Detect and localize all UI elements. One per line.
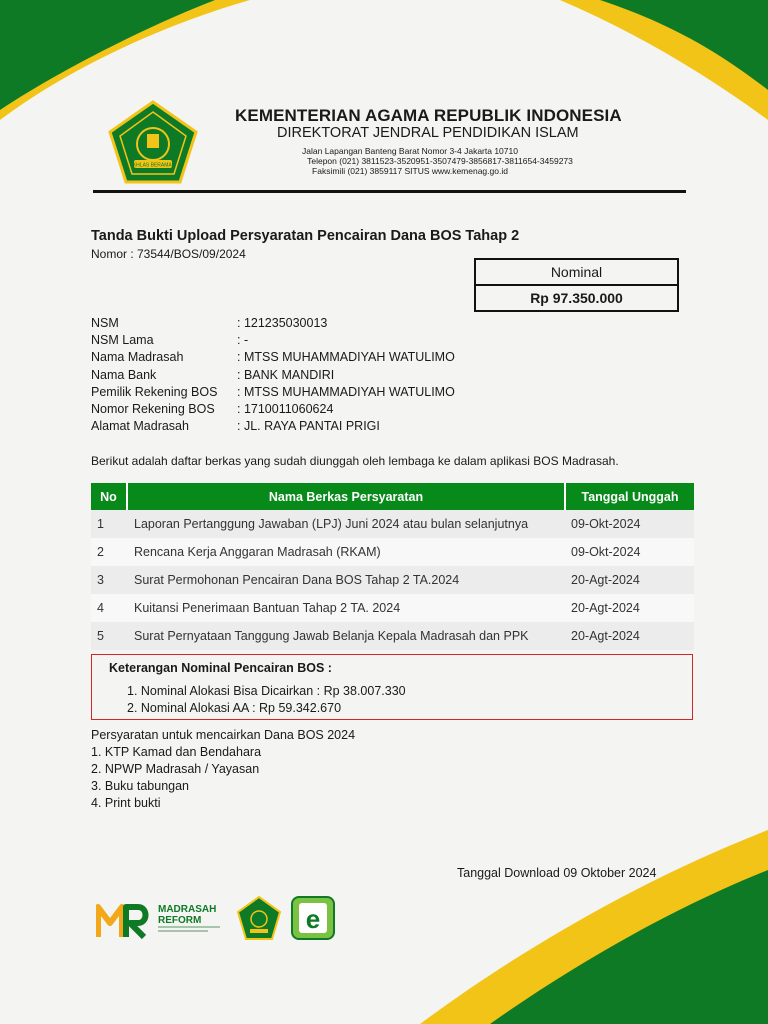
table-row <box>91 594 694 622</box>
svg-text:e: e <box>305 904 321 934</box>
madrasah-reform-logo <box>98 904 220 937</box>
row-date: 20-Agt-2024 <box>565 594 694 622</box>
row-date: 09-Okt-2024 <box>565 538 694 566</box>
requirements-title: Persyaratan untuk mencairkan Dana BOS 2024 <box>91 728 356 742</box>
e-app-logo <box>292 897 334 939</box>
requirement-item: 3. Buku tabungan <box>91 779 189 793</box>
row-file-name: Kuitansi Penerimaan Bantuan Tahap 2 TA. 2024 <box>127 594 565 622</box>
row-no: 5 <box>91 622 127 650</box>
info-label: NSM Lama <box>91 333 154 348</box>
row-date: 20-Agt-2024 <box>565 622 694 650</box>
info-label: Nomor Rekening BOS <box>91 401 215 416</box>
info-row <box>91 350 455 367</box>
info-label: NSM <box>91 316 119 330</box>
svg-text:IKHLAS BERAMAL: IKHLAS BERAMAL <box>131 162 175 169</box>
svg-text:MADRASAH: MADRASAH <box>158 904 217 915</box>
row-no: 2 <box>91 538 127 566</box>
fax-line: Faksimili (021) 3859117 SITUS www.kemenag.go.id <box>312 166 508 176</box>
row-file-name: Surat Permohonan Pencairan Dana BOS Tahap 2 TA.2024 <box>127 566 565 594</box>
row-file-name: Laporan Pertanggung Jawaban (LPJ) Juni 2024 atau bulan selanjutnya <box>127 510 565 538</box>
directorate-name: DIREKTORAT JENDRAL PENDIDIKAN ISLAM <box>277 125 579 141</box>
requirement-item: 1. KTP Kamad dan Bendahara <box>91 745 262 759</box>
ministry-name: KEMENTERIAN AGAMA REPUBLIK INDONESIA <box>235 106 622 125</box>
table-row <box>91 622 694 650</box>
files-table <box>91 483 694 650</box>
table-row <box>91 510 694 538</box>
info-value: : MTSS MUHAMMADIYAH WATULIMO <box>237 384 455 399</box>
info-value: : BANK MANDIRI <box>237 367 335 382</box>
madrasah-info <box>91 316 455 436</box>
table-row <box>91 538 694 566</box>
upload-note: Berikut adalah daftar berkas yang sudah diunggah oleh lembaga ke dalam aplikasi BOS Madrasah. <box>91 454 619 468</box>
document-number: Nomor : 73544/BOS/09/2024 <box>91 247 246 261</box>
table-header-row <box>91 483 694 510</box>
footer-logos <box>96 895 341 943</box>
info-value: : JL. RAYA PANTAI PRIGI <box>237 419 380 434</box>
col-name: Nama Berkas Persyaratan <box>127 483 565 510</box>
info-row <box>91 316 455 333</box>
row-no: 3 <box>91 566 127 594</box>
info-row <box>91 402 455 419</box>
col-date: Tanggal Unggah <box>565 483 694 510</box>
header-divider <box>93 190 686 193</box>
row-file-name: Rencana Kerja Anggaran Madrasah (RKAM) <box>127 538 565 566</box>
col-no: No <box>91 483 127 510</box>
info-label: Nama Madrasah <box>91 350 184 365</box>
info-row <box>91 333 455 350</box>
keterangan-list <box>127 683 406 717</box>
info-label: Alamat Madrasah <box>91 419 189 434</box>
nominal-value: Rp 97.350.000 <box>530 290 623 306</box>
requirement-item: 2. NPWP Madrasah / Yayasan <box>91 762 260 776</box>
info-row <box>91 385 455 402</box>
info-row <box>91 368 455 385</box>
keterangan-item: 2. Nominal Alokasi AA : Rp 59.342.670 <box>127 701 342 715</box>
info-value: : - <box>237 333 249 348</box>
info-value: : MTSS MUHAMMADIYAH WATULIMO <box>237 350 455 365</box>
requirements <box>91 727 355 812</box>
row-file-name: Surat Pernyataan Tanggung Jawab Belanja Kepala Madrasah dan PPK <box>127 622 565 650</box>
keterangan-title: Keterangan Nominal Pencairan BOS : <box>109 661 332 675</box>
row-date: 20-Agt-2024 <box>565 566 694 594</box>
document-title: Tanda Bukti Upload Persyaratan Pencairan Dana BOS Tahap 2 <box>91 228 520 244</box>
kemenag-small-logo <box>238 897 280 939</box>
info-label: Nama Bank <box>91 367 157 382</box>
row-no: 4 <box>91 594 127 622</box>
info-label: Pemilik Rekening BOS <box>91 384 218 399</box>
info-row <box>91 419 455 436</box>
table-row <box>91 566 694 594</box>
row-date: 09-Okt-2024 <box>565 510 694 538</box>
info-value: : 121235030013 <box>237 316 328 330</box>
download-date: Tanggal Download 09 Oktober 2024 <box>457 866 657 880</box>
phone-line: Telepon (021) 3811523-3520951-3507479-3856817-3811654-3459273 <box>307 156 573 166</box>
requirement-item: 4. Print bukti <box>91 796 161 810</box>
nominal-box <box>474 258 679 312</box>
row-no: 1 <box>91 510 127 538</box>
keterangan-item: 1. Nominal Alokasi Bisa Dicairkan : Rp 38.007.330 <box>127 684 406 698</box>
info-value: : 1710011060624 <box>237 401 334 416</box>
svg-text:REFORM: REFORM <box>158 915 202 926</box>
kemenag-logo <box>108 100 198 184</box>
nominal-label: Nominal <box>476 260 677 286</box>
address-line: Jalan Lapangan Banteng Barat Nomor 3-4 Jakarta 10710 <box>302 146 518 156</box>
